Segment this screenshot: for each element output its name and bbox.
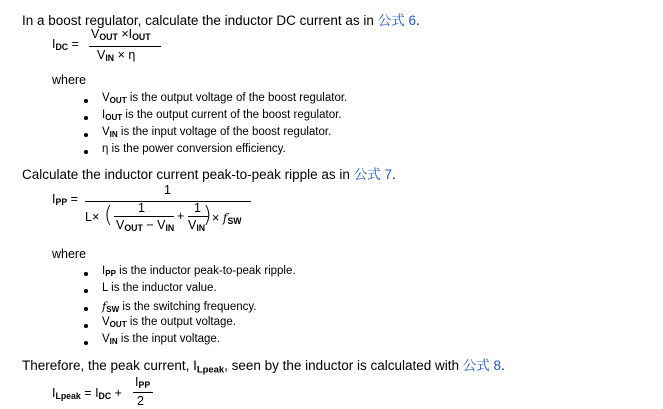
paragraph-ripple: [22, 163, 396, 183]
eq8-lhs: $I_{Lpeak} = I_{DC}$ +: [52, 386, 122, 402]
paragraph-peak-current: [22, 354, 505, 374]
bullet: [84, 324, 88, 328]
bullet: [84, 150, 88, 154]
eq6-lhs: $I_{DC}$ =: [52, 37, 79, 53]
eq8-denominator: 2: [137, 394, 144, 408]
where-label-1: where: [52, 73, 87, 87]
paragraph-text: Calculate the inductor current peak-to-peak ripple as in: [22, 167, 354, 182]
bullet: [84, 272, 88, 276]
list-item: $I_{OUT}$ is the output current of the boost regulator.: [102, 109, 342, 122]
list-item: $V_{IN}$ is the input voltage.: [102, 333, 221, 346]
bullet: [84, 289, 88, 293]
eq7-L: L×: [85, 210, 100, 224]
paragraph-text: Therefore, the peak current, I: [22, 358, 197, 373]
eq7-inner-num-b: 1: [194, 201, 201, 215]
list-item: η is the power conversion efficiency.: [102, 143, 286, 155]
list-item: $f_{SW}$ is the switching frequency.: [102, 299, 257, 314]
paragraph-text: In a boost regulator, calculate the inductor DC current as in: [22, 13, 378, 28]
eq6-fraction-bar: [89, 46, 161, 47]
eq7-inner-bar-a: [114, 216, 174, 217]
list-item: $V_{OUT}$ is the output voltage of the boost regulator.: [102, 92, 348, 105]
where-label-2: where: [52, 247, 87, 261]
list-item: $V_{IN}$ is the input voltage of the boost regulator.: [102, 126, 332, 139]
equation-7-link[interactable]: 公式 7: [353, 167, 392, 182]
paragraph-subscript: Lpeak: [196, 364, 225, 376]
bullet: [84, 341, 88, 345]
eq7-main-fraction-bar: [85, 201, 251, 202]
eq7-right-paren: ): [203, 203, 212, 228]
bullet: [84, 116, 88, 120]
eq7-inner-den-b: $V_{IN}$: [188, 218, 206, 234]
eq7-inner-den-a: $V_{OUT} - V_{IN}$: [116, 218, 175, 234]
eq6-denominator: $V_{IN} \times \eta$: [97, 48, 136, 64]
list-item: $V_{OUT}$ is the output voltage.: [102, 316, 236, 329]
eq8-numerator: $I_{PP}$: [135, 375, 151, 391]
list-item: L is the inductor value.: [102, 282, 217, 294]
eq7-numerator: 1: [164, 183, 171, 197]
equation-8-link[interactable]: 公式 8: [462, 358, 502, 373]
bullet: [84, 307, 88, 311]
paragraph-end: .: [391, 167, 396, 182]
eq7-lhs: $I_{PP}$ =: [52, 192, 78, 208]
equation-6-link[interactable]: 公式 6: [377, 13, 416, 28]
eq8-fraction-bar: [133, 392, 153, 393]
eq7-left-paren: (: [104, 203, 113, 228]
paragraph-end: .: [415, 13, 420, 28]
eq7-inner-num-a: 1: [138, 201, 145, 215]
paragraph-end: .: [501, 358, 505, 373]
eq7-plus: +: [177, 209, 185, 223]
list-item: $I_{PP}$ is the inductor peak-to-peak ripple.: [102, 265, 296, 278]
bullet: [84, 133, 88, 137]
paragraph-inductor-dc: [22, 9, 420, 29]
paragraph-text: , seen by the inductor is calculated with: [224, 358, 463, 373]
bullet: [84, 99, 88, 103]
eq6-numerator: $V_{OUT} \times I_{OUT}$: [91, 27, 151, 43]
eq7-fsw: × $f_{SW}$: [212, 210, 242, 227]
